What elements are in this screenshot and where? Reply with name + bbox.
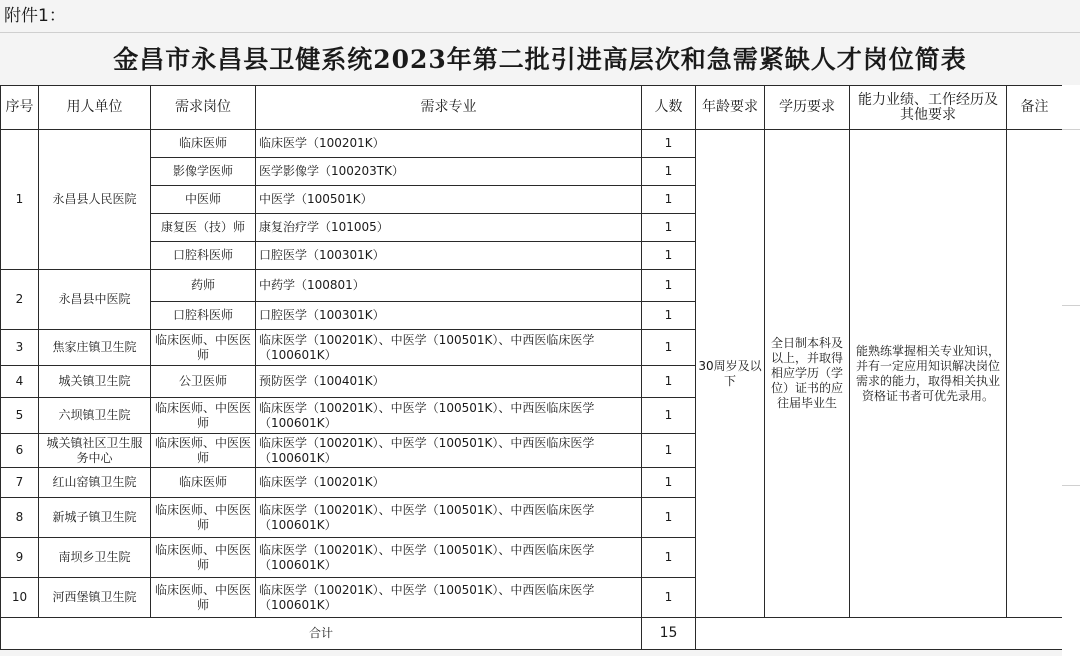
- position-cell: 公卫医师: [151, 366, 256, 398]
- unit-cell: 新城子镇卫生院: [39, 498, 151, 538]
- major-cell: 临床医学（100201K）、中医学（100501K）、中西医临床医学（100601K）: [256, 330, 642, 366]
- unit-cell: 永昌县人民医院: [39, 130, 151, 270]
- remark-cell: [1007, 130, 1063, 618]
- seq-cell: 10: [1, 578, 39, 618]
- seq-cell: 6: [1, 434, 39, 468]
- unit-cell: 城关镇卫生院: [39, 366, 151, 398]
- table-row: [1, 130, 1063, 158]
- seq-cell: 5: [1, 398, 39, 434]
- position-cell: 口腔科医师: [151, 302, 256, 330]
- attachment-label: 附件1：: [4, 6, 66, 26]
- seq-cell: 3: [1, 330, 39, 366]
- unit-cell: 河西堡镇卫生院: [39, 578, 151, 618]
- header-age: 年龄要求: [696, 86, 765, 130]
- major-cell: 预防医学（100401K）: [256, 366, 642, 398]
- sheet-gridline: [0, 32, 1080, 33]
- header-ability: 能力业绩、工作经历及其他要求: [850, 86, 1007, 130]
- major-cell: 医学影像学（100203TK）: [256, 158, 642, 186]
- total-label: 合计: [1, 618, 642, 650]
- position-cell: 临床医师、中医医师: [151, 538, 256, 578]
- unit-cell: 南坝乡卫生院: [39, 538, 151, 578]
- position-cell: 康复医（技）师: [151, 214, 256, 242]
- count-cell: 1: [642, 242, 696, 270]
- total-row: [1, 618, 1063, 650]
- edu-requirement-cell: 全日制本科及以上，并取得相应学历（学位）证书的应往届毕业生: [765, 130, 850, 618]
- major-cell: 口腔医学（100301K）: [256, 302, 642, 330]
- seq-cell: 9: [1, 538, 39, 578]
- unit-cell: 焦家庄镇卫生院: [39, 330, 151, 366]
- count-cell: 1: [642, 468, 696, 498]
- positions-table: [0, 85, 1063, 650]
- count-cell: 1: [642, 498, 696, 538]
- count-cell: 1: [642, 270, 696, 302]
- position-cell: 口腔科医师: [151, 242, 256, 270]
- header-seq: 序号: [1, 86, 39, 130]
- position-cell: 中医师: [151, 186, 256, 214]
- count-cell: 1: [642, 158, 696, 186]
- position-cell: 临床医师、中医医师: [151, 330, 256, 366]
- position-cell: 临床医师、中医医师: [151, 398, 256, 434]
- age-requirement-cell: 30周岁及以下: [696, 130, 765, 618]
- major-cell: 临床医学（100201K）、中医学（100501K）、中西医临床医学（100601K）: [256, 398, 642, 434]
- seq-cell: 4: [1, 366, 39, 398]
- position-cell: 临床医师、中医医师: [151, 434, 256, 468]
- sheet-margin: [1062, 85, 1080, 656]
- header-edu: 学历要求: [765, 86, 850, 130]
- header-major: 需求专业: [256, 86, 642, 130]
- count-cell: 1: [642, 330, 696, 366]
- position-cell: 药师: [151, 270, 256, 302]
- major-cell: 口腔医学（100301K）: [256, 242, 642, 270]
- header-row: [1, 86, 1063, 130]
- seq-cell: 7: [1, 468, 39, 498]
- total-empty-cell: [696, 618, 1063, 650]
- position-cell: 临床医师: [151, 468, 256, 498]
- major-cell: 临床医学（100201K）、中医学（100501K）、中西医临床医学（100601K）: [256, 538, 642, 578]
- major-cell: 临床医学（100201K）: [256, 130, 642, 158]
- header-position: 需求岗位: [151, 86, 256, 130]
- unit-cell: 六坝镇卫生院: [39, 398, 151, 434]
- position-cell: 临床医师、中医医师: [151, 498, 256, 538]
- total-count: 15: [642, 618, 696, 650]
- count-cell: 1: [642, 214, 696, 242]
- major-cell: 临床医学（100201K）: [256, 468, 642, 498]
- major-cell: 康复治疗学（101005）: [256, 214, 642, 242]
- count-cell: 1: [642, 130, 696, 158]
- header-count: 人数: [642, 86, 696, 130]
- position-cell: 临床医师、中医医师: [151, 578, 256, 618]
- seq-cell: 2: [1, 270, 39, 330]
- major-cell: 中医学（100501K）: [256, 186, 642, 214]
- page-title: 金昌市永昌县卫健系统2023年第二批引进高层次和急需紧缺人才岗位简表: [113, 45, 967, 74]
- header-unit: 用人单位: [39, 86, 151, 130]
- unit-cell: 城关镇社区卫生服务中心: [39, 434, 151, 468]
- unit-cell: 永昌县中医院: [39, 270, 151, 330]
- count-cell: 1: [642, 398, 696, 434]
- major-cell: 中药学（100801）: [256, 270, 642, 302]
- position-cell: 影像学医师: [151, 158, 256, 186]
- unit-cell: 红山窑镇卫生院: [39, 468, 151, 498]
- major-cell: 临床医学（100201K）、中医学（100501K）、中西医临床医学（100601K）: [256, 578, 642, 618]
- count-cell: 1: [642, 434, 696, 468]
- count-cell: 1: [642, 578, 696, 618]
- count-cell: 1: [642, 538, 696, 578]
- seq-cell: 1: [1, 130, 39, 270]
- position-cell: 临床医师: [151, 130, 256, 158]
- count-cell: 1: [642, 302, 696, 330]
- ability-requirement-cell: 能熟练掌握相关专业知识，并有一定应用知识解决岗位需求的能力，取得相关执业资格证书者可优先录用。: [850, 130, 1007, 618]
- header-remark: 备注: [1007, 86, 1063, 130]
- major-cell: 临床医学（100201K）、中医学（100501K）、中西医临床医学（100601K）: [256, 434, 642, 468]
- count-cell: 1: [642, 366, 696, 398]
- major-cell: 临床医学（100201K）、中医学（100501K）、中西医临床医学（100601K）: [256, 498, 642, 538]
- count-cell: 1: [642, 186, 696, 214]
- seq-cell: 8: [1, 498, 39, 538]
